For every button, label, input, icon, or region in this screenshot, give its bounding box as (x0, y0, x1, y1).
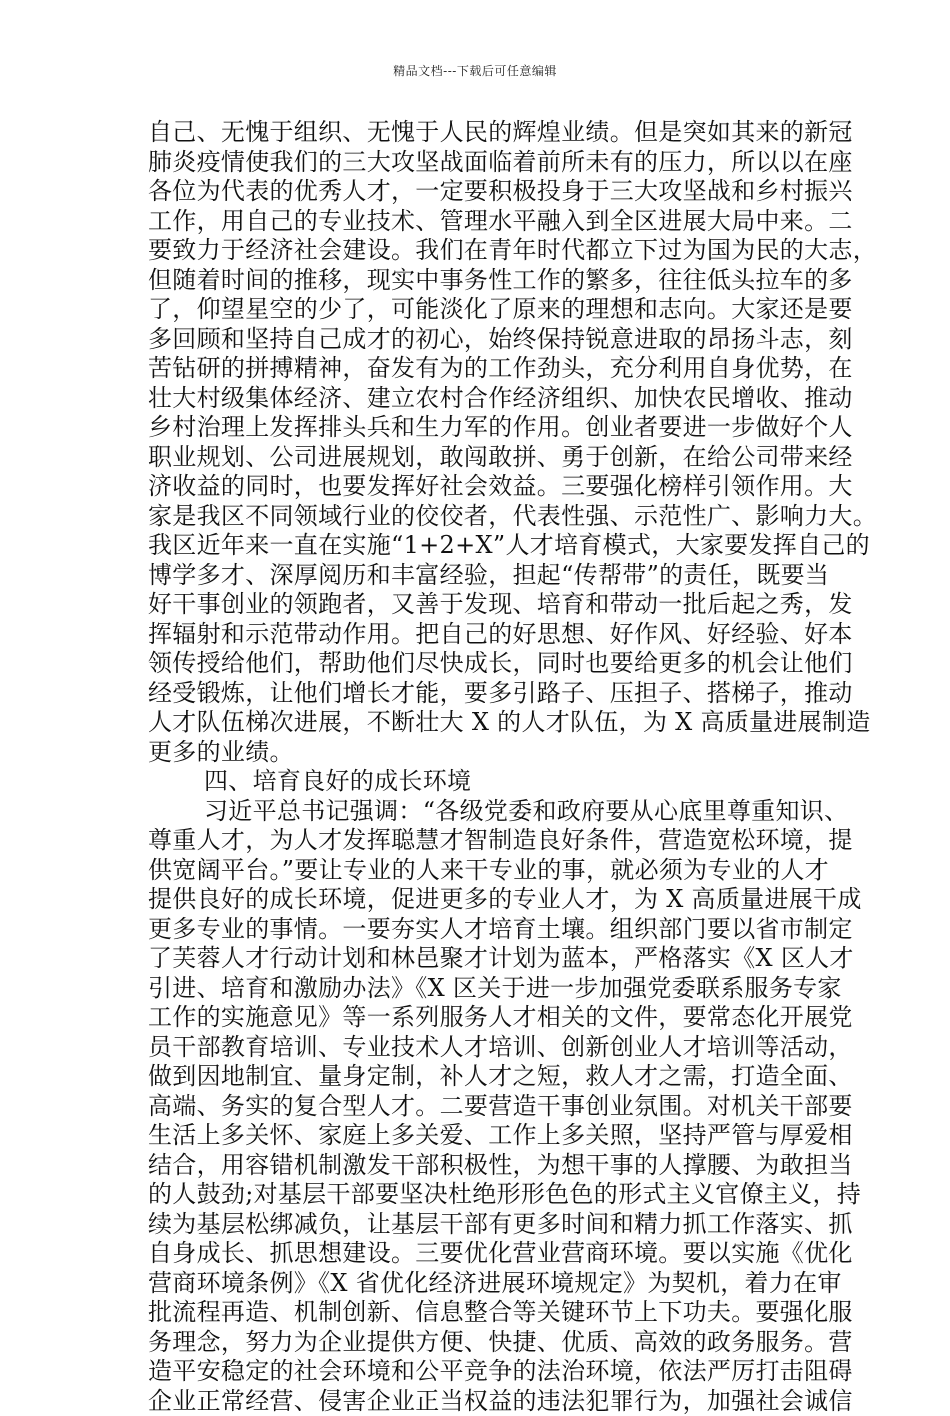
text-line: 壮大村级集体经济、建立农村合作经济组织、加快农民增收、推动 (148, 384, 808, 414)
text-line: 了，仰望星空的少了，可能淡化了原来的理想和志向。大家还是要 (148, 295, 808, 325)
text-line: 供宽阔平台。”要让专业的人来干专业的事，就必须为专业的人才 (148, 856, 808, 886)
text-line: 但随着时间的推移，现实中事务性工作的繁多，往往低头拉车的多 (148, 266, 808, 296)
text-line: 好干事创业的领跑者，又善于发现、培育和带动一批后起之秀，发 (148, 590, 808, 620)
text-line: 更多的业绩。 (148, 738, 808, 768)
text-line: 职业规划、公司进展规划，敢闯敢拼、勇于创新，在给公司带来经 (148, 443, 808, 473)
text-line: 要致力于经济社会建设。我们在青年时代都立下过为国为民的大志， (148, 236, 808, 266)
text-line: 乡村治理上发挥排头兵和生力军的作用。创业者要进一步做好个人 (148, 413, 808, 443)
text-line: 自己、无愧于组织、无愧于人民的辉煌业绩。但是突如其来的新冠 (148, 118, 808, 148)
text-line: 的人鼓劲;对基层干部要坚决杜绝形形色色的形式主义官僚主义，持 (148, 1180, 808, 1210)
text-line: 了芙蓉人才行动计划和林邑聚才计划为蓝本，严格落实《X 区人才 (148, 944, 808, 974)
text-line: 苦钻研的拼搏精神，奋发有为的工作劲头，充分利用自身优势，在 (148, 354, 808, 384)
text-line: 挥辐射和示范带动作用。把自己的好思想、好作风、好经验、好本 (148, 620, 808, 650)
text-line: 务理念，努力为企业提供方便、快捷、优质、高效的政务服务。营 (148, 1328, 808, 1358)
text-line: 工作，用自己的专业技术、管理水平融入到全区进展大局中来。二 (148, 207, 808, 237)
text-line: 生活上多关怀、家庭上多关爱、工作上多关照，坚持严管与厚爱相 (148, 1121, 808, 1151)
document-body (148, 118, 808, 1416)
text-line: 员干部教育培训、专业技术人才培训、创新创业人才培训等活动， (148, 1033, 808, 1063)
text-line: 结合，用容错机制激发干部积极性，为想干事的人撑腰、为敢担当 (148, 1151, 808, 1181)
text-line: 肺炎疫情使我们的三大攻坚战面临着前所未有的压力，所以以在座 (148, 148, 808, 178)
text-line: 更多专业的事情。一要夯实人才培育土壤。组织部门要以省市制定 (148, 915, 808, 945)
text-line: 造平安稳定的社会环境和公平竞争的法治环境，依法严厉打击阻碍 (148, 1357, 808, 1387)
section-heading: 四、培育良好的成长环境 (148, 767, 808, 797)
text-line: 提供良好的成长环境，促进更多的专业人才，为 X 高质量进展干成 (148, 885, 808, 915)
text-line: 引进、培育和激励办法》《X 区关于进一步加强党委联系服务专家 (148, 974, 808, 1004)
text-line: 领传授给他们，帮助他们尽快成长，同时也要给更多的机会让他们 (148, 649, 808, 679)
text-line: 做到因地制宜、量身定制，补人才之短，救人才之需，打造全面、 (148, 1062, 808, 1092)
text-line: 经受锻炼，让他们增长才能，要多引路子、压担子、搭梯子，推动 (148, 679, 808, 709)
text-line: 续为基层松绑减负，让基层干部有更多时间和精力抓工作落实、抓 (148, 1210, 808, 1240)
text-line: 企业正常经营、侵害企业正当权益的违法犯罪行为，加强社会诚信 (148, 1387, 808, 1416)
text-line: 自身成长、抓思想建设。三要优化营业营商环境。要以实施《优化 (148, 1239, 808, 1269)
text-line: 家是我区不同领域行业的佼佼者，代表性强、示范性广、影响力大。 (148, 502, 808, 532)
text-line: 尊重人才，为人才发挥聪慧才智制造良好条件，营造宽松环境，提 (148, 826, 808, 856)
text-line: 高端、务实的复合型人才。二要营造干事创业氛围。对机关干部要 (148, 1092, 808, 1122)
text-line: 习近平总书记强调：“各级党委和政府要从心底里尊重知识、 (148, 797, 808, 827)
text-line: 各位为代表的优秀人才，一定要积极投身于三大攻坚战和乡村振兴 (148, 177, 808, 207)
text-line: 我区近年来一直在实施“1+2+X”人才培育模式，大家要发挥自己的 (148, 531, 808, 561)
page-header: 精品文档---下载后可任意编辑 (0, 64, 950, 78)
text-line: 博学多才、深厚阅历和丰富经验，担起“传帮带”的责任，既要当 (148, 561, 808, 591)
text-line: 工作的实施意见》等一系列服务人才相关的文件，要常态化开展党 (148, 1003, 808, 1033)
text-line: 多回顾和坚持自己成才的初心，始终保持锐意进取的昂扬斗志，刻 (148, 325, 808, 355)
text-line: 批流程再造、机制创新、信息整合等关键环节上下功夫。要强化服 (148, 1298, 808, 1328)
text-line: 济收益的同时，也要发挥好社会效益。三要强化榜样引领作用。大 (148, 472, 808, 502)
text-line: 人才队伍梯次进展，不断壮大 X 的人才队伍，为 X 高质量进展制造 (148, 708, 808, 738)
text-line: 营商环境条例》《X 省优化经济进展环境规定》为契机，着力在审 (148, 1269, 808, 1299)
